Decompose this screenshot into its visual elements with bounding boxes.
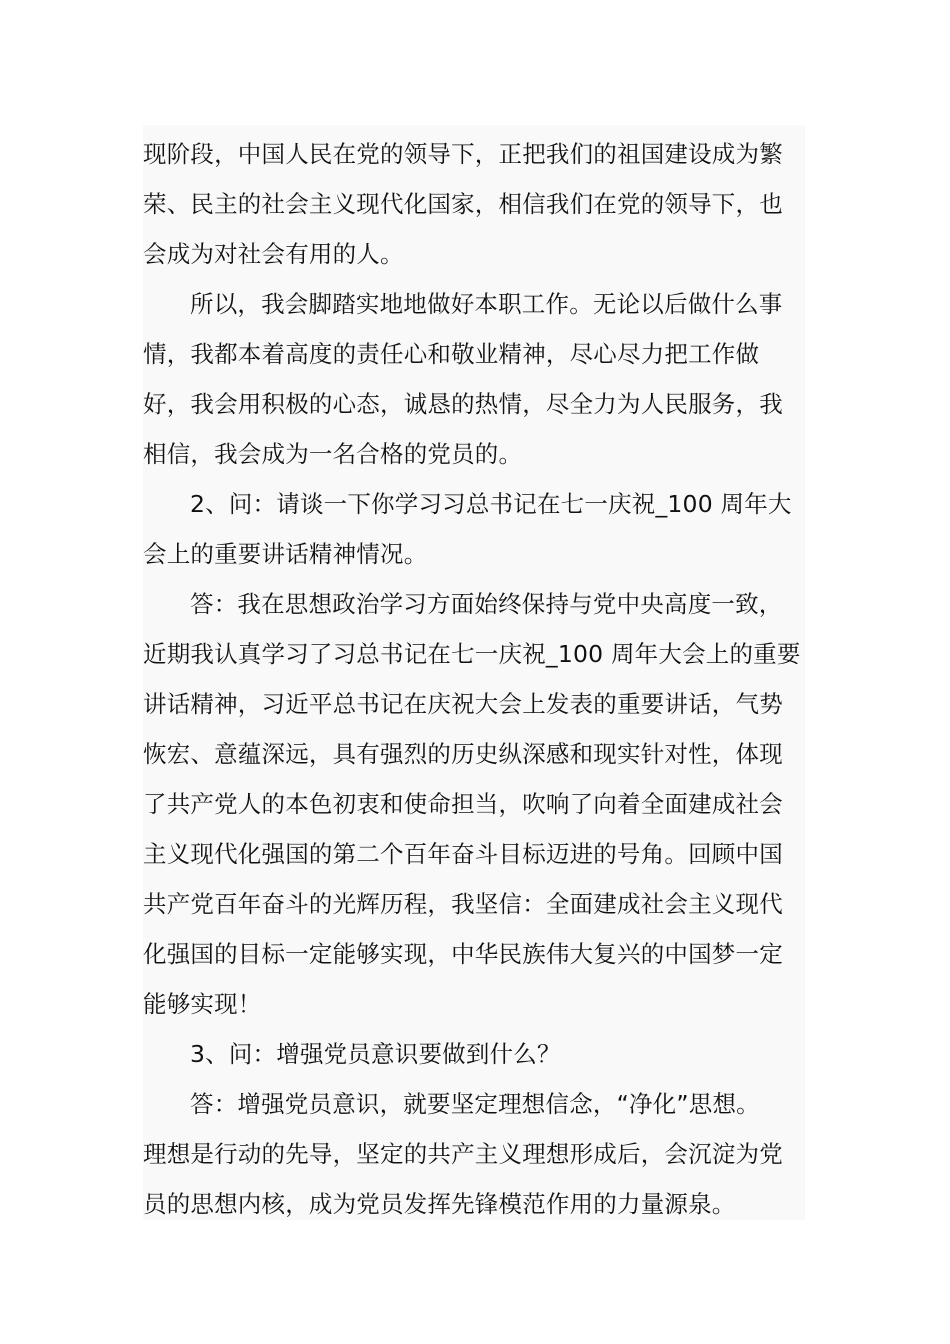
answer-line: 答：增强党员意识，就要坚定理想信念，“净化”思想。 — [190, 1090, 760, 1118]
text-line: 共产党百年奋斗的光辉历程，我坚信：全面建成社会主义现代 — [143, 890, 783, 918]
text-line: 理想是行动的先导，坚定的共产主义理想形成后，会沉淀为党 — [143, 1140, 783, 1168]
text-line: 相信，我会成为一名合格的党员的。 — [143, 440, 523, 468]
answer-line: 答：我在思想政治学习方面始终保持与党中央高度一致， — [190, 590, 783, 618]
text-line: 现阶段，中国人民在党的领导下，正把我们的祖国建设成为繁 — [143, 140, 783, 168]
text-line: 近期我认真学习了习总书记在七一庆祝_100 周年大会上的重要 — [143, 640, 801, 668]
text-line: 会上的重要讲话精神情况。 — [143, 540, 428, 568]
question-line: 3、问：增强党员意识要做到什么？ — [190, 1040, 561, 1068]
text-line: 化强国的目标一定能够实现，中华民族伟大复兴的中国梦一定 — [143, 940, 783, 968]
text-line: 能够实现！ — [143, 990, 262, 1018]
text-line: 情，我都本着高度的责任心和敬业精神，尽心尽力把工作做 — [143, 340, 760, 368]
text-line: 了共产党人的本色初衷和使命担当，吹响了向着全面建成社会 — [143, 790, 783, 818]
text-line: 讲话精神，习近平总书记在庆祝大会上发表的重要讲话，气势 — [143, 690, 783, 718]
text-line: 荣、民主的社会主义现代化国家，相信我们在党的领导下，也 — [143, 190, 783, 218]
text-line: 恢宏、意蕴深远，具有强烈的历史纵深感和现实针对性，体现 — [143, 740, 783, 768]
text-line: 员的思想内核，成为党员发挥先锋模范作用的力量源泉。 — [143, 1190, 736, 1218]
text-line: 所以，我会脚踏实地地做好本职工作。无论以后做什么事 — [190, 290, 783, 318]
text-line: 会成为对社会有用的人。 — [143, 240, 404, 268]
body-text-block — [143, 125, 805, 1220]
text-line: 主义现代化强国的第二个百年奋斗目标迈进的号角。回顾中国 — [143, 840, 783, 868]
question-line: 2、问：请谈一下你学习习总书记在七一庆祝_100 周年大 — [190, 490, 792, 518]
text-line: 好，我会用积极的心态，诚恳的热情，尽全力为人民服务，我 — [143, 390, 783, 418]
